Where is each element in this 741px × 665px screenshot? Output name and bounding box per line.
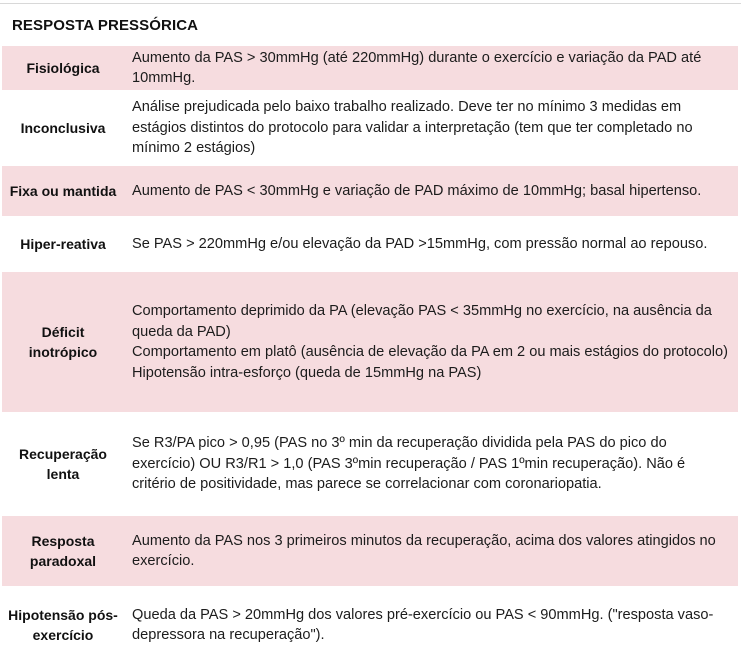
page-title: RESPOSTA PRESSÓRICA: [12, 17, 199, 34]
description-line: Se R3/PA pico > 0,95 (PAS no 3º min da recuperação dividida pela PAS do pico do exercício) OU R3/R1 > 1,0 (PAS 3ºmin recuperação / PAS 1ºmin recuperação). Não é critério de positividade, mas parece se correlacionar com coronariopatia.: [132, 435, 686, 493]
table-row-hipotensao-pos-exercicio: [2, 586, 738, 664]
row-label: Fisiológica: [26, 60, 100, 76]
row-label: Hiper-reativa: [20, 236, 106, 252]
description-line: Aumento de PAS < 30mmHg e variação de PAD máximo de 10mmHg; basal hipertenso.: [132, 182, 702, 199]
table-row-hiper-reativa: [2, 216, 738, 272]
description-line: Comportamento deprimido da PA (elevação PAS < 35mmHg no exercício, na ausência da queda da PAD): [132, 303, 712, 340]
description-line: Comportamento em platô (ausência de elevação da PA em 2 ou mais estágios do protocolo): [132, 344, 728, 360]
table-row-inconclusiva: [2, 90, 738, 166]
row-description: [124, 48, 738, 89]
description-line: Queda da PAS > 20mmHg dos valores pré-exercício ou PAS < 90mmHg. ("resposta vaso-depressora na recuperação").: [132, 606, 714, 643]
description-line: Aumento da PAS nos 3 primeiros minutos da recuperação, acima dos valores atingidos no exercício.: [132, 532, 716, 569]
table-row-fisiologica: [2, 46, 738, 90]
row-label: Hipotensão pós-exercício: [8, 607, 118, 643]
row-description: [124, 181, 738, 202]
table-row-fixa-ou-mantida: [2, 166, 738, 216]
row-description: [124, 605, 738, 646]
row-description: [124, 531, 738, 572]
description-line: Aumento da PAS > 30mmHg (até 220mmHg) durante o exercício e variação da PAD até 10mmHg.: [132, 49, 702, 86]
row-label: Fixa ou mantida: [9, 183, 117, 199]
top-divider: [0, 3, 741, 4]
table-row-resposta-paradoxal: [2, 516, 738, 586]
table-row-deficit-inotropico: [2, 272, 738, 412]
table-row-recuperacao-lenta: [2, 412, 738, 516]
description-line: Hipotensão intra-esforço (queda de 15mmHg na PAS): [132, 364, 482, 381]
row-description: [124, 97, 738, 159]
description-line: Se PAS > 220mmHg e/ou elevação da PAD >15mmHg, com pressão normal ao repouso.: [132, 235, 708, 252]
pressure-response-table: [2, 46, 738, 664]
row-label: Inconclusiva: [20, 120, 106, 136]
row-description: [124, 234, 738, 255]
row-description: [124, 433, 738, 495]
row-label: Resposta paradoxal: [29, 533, 97, 569]
row-label: Recuperação lenta: [19, 446, 107, 482]
row-description: [124, 301, 738, 383]
row-label: Déficit inotrópico: [28, 324, 98, 360]
description-line: Análise prejudicada pelo baixo trabalho realizado. Deve ter no mínimo 3 medidas em estágios distintos do protocolo para validar a interpretação (tem que ter completado no mínimo 2 estágios): [132, 99, 693, 157]
